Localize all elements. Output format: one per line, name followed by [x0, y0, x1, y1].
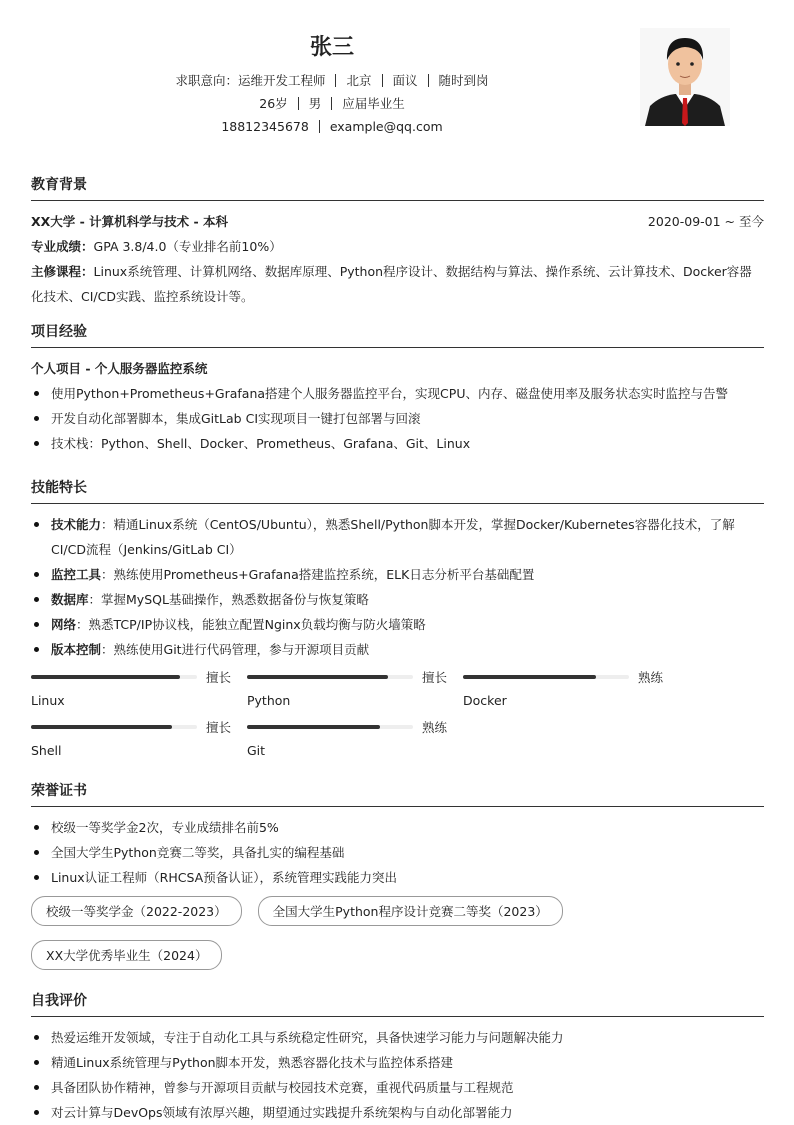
salary: 面议: [392, 73, 418, 88]
divider: [319, 120, 320, 133]
city: 北京: [346, 73, 372, 88]
resume-header: [0, 30, 664, 138]
grade-label: 专业成绩：: [31, 239, 94, 254]
skill-text: ：熟练使用Prometheus+Grafana搭建监控系统，ELK日志分析平台基础配置: [101, 567, 535, 582]
section-title: 教育背景: [31, 174, 764, 201]
list-item: 开发自动化部署脚本，集成GitLab CI实现项目一键打包部署与回滚: [31, 406, 764, 431]
projects-section: [31, 321, 764, 456]
email: example@qq.com: [329, 119, 443, 134]
skill-bar-fill: [31, 725, 172, 729]
list-item: 技术栈：Python、Shell、Docker、Prometheus、Grafana、Git、Linux: [31, 431, 764, 456]
list-item: [31, 587, 764, 612]
skill-level-item: [247, 718, 447, 760]
skill-bar-fill: [247, 675, 388, 679]
section-title: 技能特长: [31, 477, 764, 504]
skill-label: 网络: [51, 617, 77, 632]
skill-label: 技术能力: [51, 517, 102, 532]
skill-name: Python: [247, 693, 291, 708]
intent-label: 求职意向：: [175, 73, 238, 88]
intent: 运维开发工程师: [237, 73, 326, 88]
job-intent-line: [0, 69, 664, 92]
skill-bar-fill: [247, 725, 380, 729]
divider: [298, 97, 299, 110]
divider: [428, 74, 429, 87]
skills-section: [31, 477, 764, 760]
section-title: 自我评价: [31, 990, 764, 1017]
skill-name: Linux: [31, 693, 65, 708]
skill-level: 擅长: [421, 670, 447, 685]
list-item: 具备团队协作精神，曾参与开源项目贡献与校园技术竞赛，重视代码质量与工程规范: [31, 1075, 764, 1100]
courses-label: 主修课程：: [31, 264, 94, 279]
skill-text: ：熟练使用Git进行代码管理，参与开源项目贡献: [101, 642, 370, 657]
contact-line: [0, 115, 664, 138]
list-item: [31, 637, 764, 662]
section-title: 项目经验: [31, 321, 764, 348]
school: XX大学 - 计算机科学与技术 - 本科: [31, 214, 229, 229]
skill-bar: [247, 675, 413, 679]
skill-text: ：精通Linux系统（CentOS/Ubuntu），熟悉Shell/Python脚本开发，掌握Docker/Kubernetes容器化技术，了解CI/CD流程（Jenkins/GitLab CI）: [51, 517, 735, 557]
grade: GPA 3.8/4.0（专业排名前10%）: [93, 239, 282, 254]
self-evaluation-section: [31, 990, 764, 1125]
honor-tag: 全国大学生Python程序设计竞赛二等奖（2023）: [258, 896, 563, 926]
project-name: 个人项目 - 个人服务器监控系统: [31, 361, 208, 376]
honors-section: [31, 780, 764, 970]
skill-level: 擅长: [205, 720, 231, 735]
list-item: 使用Python+Prometheus+Grafana搭建个人服务器监控平台，实现CPU、内存、磁盘使用率及服务状态实时监控与告警: [31, 381, 764, 406]
list-item: [31, 512, 764, 562]
personal-info-line: [0, 92, 664, 115]
skill-level: 熟练: [421, 720, 447, 735]
skill-bar: [463, 675, 629, 679]
skill-level: 擅长: [205, 670, 231, 685]
skill-levels: [31, 668, 764, 760]
list-item: 全国大学生Python竞赛二等奖，具备扎实的编程基础: [31, 840, 764, 865]
skill-name: Git: [247, 743, 266, 758]
list-item: [31, 562, 764, 587]
skill-name: Shell: [31, 743, 62, 758]
skill-label: 数据库: [51, 592, 89, 607]
education-section: [31, 174, 764, 309]
divider: [382, 74, 383, 87]
skill-level-item: [31, 718, 231, 760]
list-item: [31, 612, 764, 637]
courses: Linux系统管理、计算机网络、数据库原理、Python程序设计、数据结构与算法、操作系统、云计算技术、Docker容器化技术、CI/CD实践、监控系统设计等。: [31, 264, 752, 304]
list-item: 热爱运维开发领域，专注于自动化工具与系统稳定性研究，具备快速学习能力与问题解决能力: [31, 1025, 764, 1050]
divider: [335, 74, 336, 87]
skill-bar: [31, 725, 197, 729]
list-item: Linux认证工程师（RHCSA预备认证），系统管理实践能力突出: [31, 865, 764, 890]
skill-label: 监控工具: [51, 567, 102, 582]
honor-tags: [31, 896, 764, 970]
skill-bar-fill: [31, 675, 180, 679]
skill-bar-fill: [463, 675, 596, 679]
age: 26岁: [259, 96, 288, 111]
list-item: 精通Linux系统管理与Python脚本开发，熟悉容器化技术与监控体系搭建: [31, 1050, 764, 1075]
status: 应届毕业生: [342, 96, 405, 111]
divider: [331, 97, 332, 110]
skill-level: 熟练: [637, 670, 663, 685]
skill-text: ：熟悉TCP/IP协议栈，能独立配置Nginx负载均衡与防火墙策略: [76, 617, 426, 632]
skill-bar: [247, 725, 413, 729]
skill-name: Docker: [463, 693, 507, 708]
skill-bar: [31, 675, 197, 679]
skill-level-item: [31, 668, 231, 710]
skill-label: 版本控制: [51, 642, 102, 657]
skill-text: ：掌握MySQL基础操作，熟悉数据备份与恢复策略: [88, 592, 369, 607]
candidate-name: 张三: [309, 35, 354, 60]
skill-level-item: [463, 668, 663, 710]
honor-tag: 校级一等奖学金（2022-2023）: [31, 896, 242, 926]
honor-tag: XX大学优秀毕业生（2024）: [31, 940, 222, 970]
education-dates: 2020-09-01 ~ 至今: [647, 214, 764, 229]
skill-level-item: [247, 668, 447, 710]
section-title: 荣誉证书: [31, 780, 764, 807]
gender: 男: [308, 96, 322, 111]
availability: 随时到岗: [438, 73, 489, 88]
phone: 18812345678: [221, 119, 309, 134]
profile-photo: [640, 28, 730, 126]
list-item: 校级一等奖学金2次，专业成绩排名前5%: [31, 815, 764, 840]
list-item: 对云计算与DevOps领域有浓厚兴趣，期望通过实践提升系统架构与自动化部署能力: [31, 1100, 764, 1125]
